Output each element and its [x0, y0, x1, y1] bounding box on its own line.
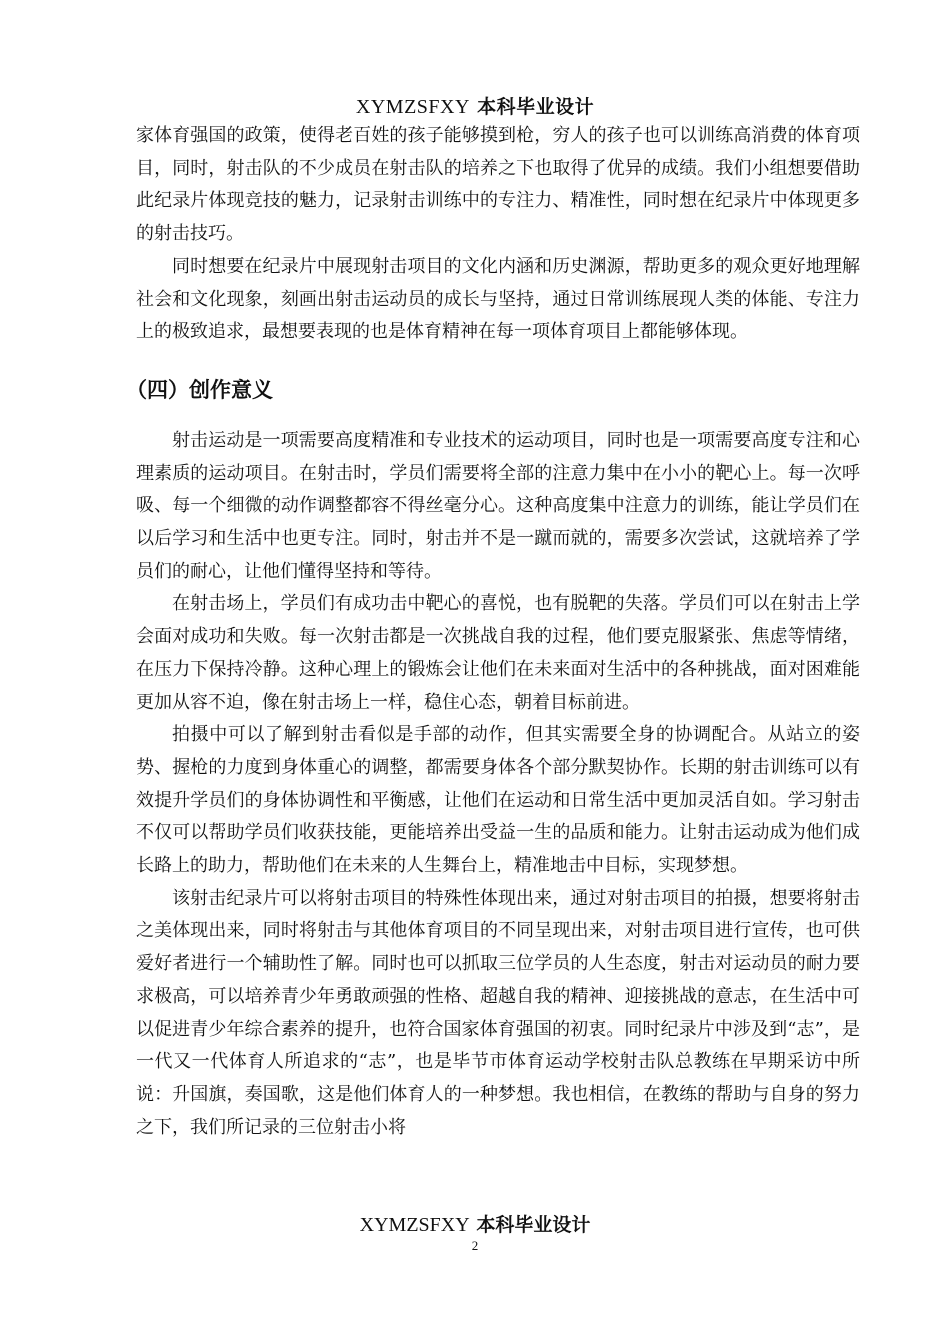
footer-thesis-label: 本科毕业设计 — [469, 1214, 591, 1236]
header-thesis-label: 本科毕业设计 — [469, 96, 595, 118]
page-footer — [0, 1212, 950, 1237]
page-header — [0, 94, 950, 119]
document-body — [126, 120, 860, 1144]
footer-school-code: XYMZSFXY — [359, 1214, 470, 1236]
header-school-code: XYMZSFXY — [355, 96, 470, 118]
page-number: 2 — [471, 1238, 479, 1253]
body-paragraph: 在射击场上，学员们有成功击中靶心的喜悦，也有脱靶的失落。学员们可以在射击上学会面对成功和失败。每一次射击都是一次挑战自我的过程，他们要克服紧张、焦虑等情绪，在压力下保持冷静。这种心理上的锻炼会让他们在未来面对生活中的各种挑战，面对困难能更加从容不迫，像在射击场上一样，稳住心态，朝着目标前进。 — [136, 593, 860, 713]
body-paragraph: 射击运动是一项需要高度精准和专业技术的运动项目，同时也是一项需要高度专注和心理素质的运动项目。在射击时，学员们需要将全部的注意力集中在小小的靶心上。每一次呼吸、每一个细微的动作调整都容不得丝毫分心。这种高度集中注意力的训练，能让学员们在以后学习和生活中也更专注。同时，射击并不是一蹴而就的，需要多次尝试，这就培养了学员们的耐心，让他们懂得坚持和等待。 — [136, 429, 860, 582]
body-paragraph: 该射击纪录片可以将射击项目的特殊性体现出来，通过对射击项目的拍摄，想要将射击之美体现出来，同时将射击与其他体育项目的不同呈现出来，对射击项目进行宣传，也可供爱好者进行一个辅助性了解。同时也可以抓取三位学员的人生态度，射击对运动员的耐力要求极高，可以培养青少年勇敢顽强的性格、超越自我的精神、迎接挑战的意志，在生活中可以促进青少年综合素养的提升，也符合国家体育强国的初衷。同时纪录片中涉及到“志”，是一代又一代体育人所追求的“志”，也是毕节市体育运动学校射击队总教练在早期采访中所说：升国旗，奏国歌，这是他们体育人的一种梦想。我也相信，在教练的帮助与自身的努力之下，我们所记录的三位射击小将 — [136, 887, 860, 1138]
section-heading: （四）创作意义 — [126, 377, 273, 402]
body-paragraph: 拍摄中可以了解到射击看似是手部的动作，但其实需要全身的协调配合。从站立的姿势、握枪的力度到身体重心的调整，都需要身体各个部分默契协作。长期的射击训练可以有效提升学员们的身体协调性和平衡感，让他们在运动和日常生活中更加灵活自如。学习射击不仅可以帮助学员们收获技能，更能培养出受益一生的品质和能力。让射击运动成为他们成长路上的助力，帮助他们在未来的人生舞台上，精准地击中目标，实现梦想。 — [136, 724, 860, 877]
body-paragraph: 家体育强国的政策，使得老百姓的孩子能够摸到枪，穷人的孩子也可以训练高消费的体育项目，同时，射击队的不少成员在射击队的培养之下也取得了优异的成绩。我们小组想要借助此纪录片体现竞技的魅力，记录射击训练中的专注力、精准性，同时想在纪录片中体现更多的射击技巧。 — [136, 125, 860, 245]
body-paragraph: 同时想要在纪录片中展现射击项目的文化内涵和历史渊源，帮助更多的观众更好地理解社会和文化现象，刻画出射击运动员的成长与坚持，通过日常训练展现人类的体能、专注力上的极致追求，最想要表现的也是体育精神在每一项体育项目上都能够体现。 — [136, 255, 860, 343]
